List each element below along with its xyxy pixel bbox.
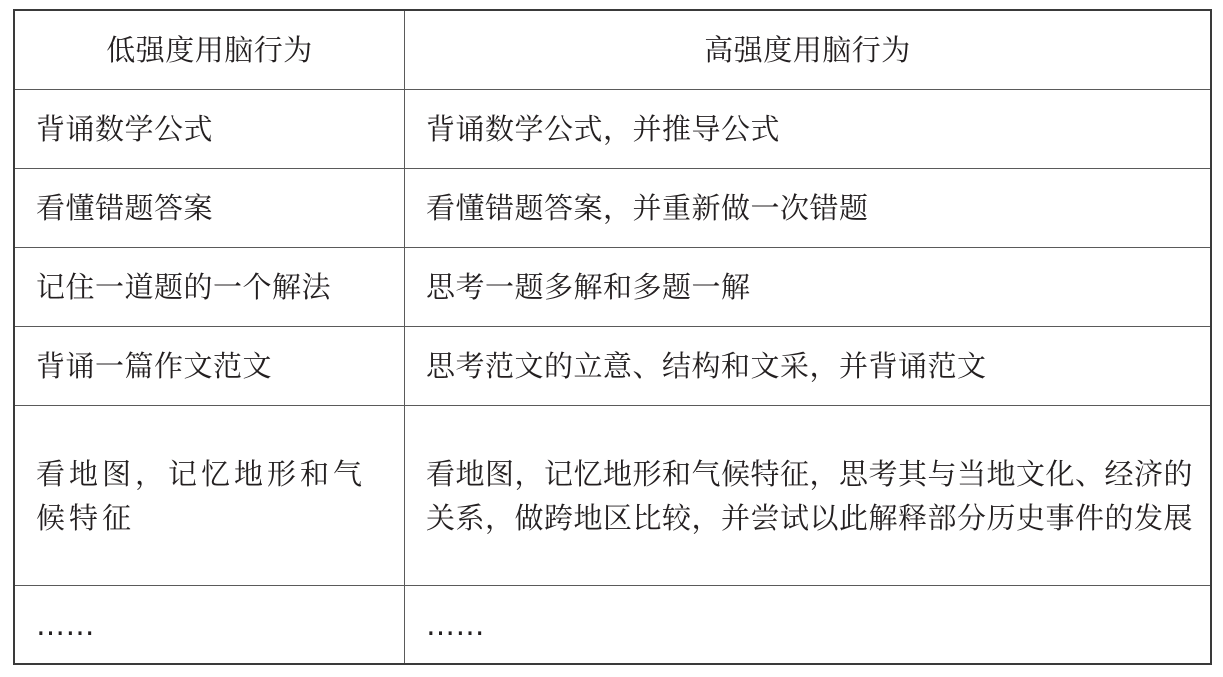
cell-low: 背诵数学公式 bbox=[15, 90, 405, 168]
table-row bbox=[15, 406, 1210, 586]
cell-low-ellipsis: …… bbox=[15, 586, 405, 663]
table-row bbox=[15, 90, 1210, 169]
cell-low: 看地图，记忆地形和气候特征 bbox=[15, 406, 405, 585]
table-header-row bbox=[15, 11, 1210, 90]
cell-high: 思考一题多解和多题一解 bbox=[426, 270, 751, 304]
table-row bbox=[15, 586, 1210, 663]
cell-high: 思考范文的立意、结构和文采，并背诵范文 bbox=[426, 349, 987, 383]
comparison-table bbox=[13, 9, 1212, 665]
cell-high: 看地图，记忆地形和气候特征，思考其与当地文化、经济的关系，做跨地区比较，并尝试以此解释部分历史事件的发展 bbox=[426, 456, 1194, 535]
table-row bbox=[15, 248, 1210, 327]
header-high-label: 高强度用脑行为 bbox=[704, 33, 911, 67]
table-row bbox=[15, 169, 1210, 248]
header-low-label: 低强度用脑行为 bbox=[106, 33, 313, 67]
header-low-intensity bbox=[15, 11, 405, 89]
cell-low: 背诵一篇作文范文 bbox=[15, 327, 405, 405]
table-row bbox=[15, 327, 1210, 406]
cell-low: 看懂错题答案 bbox=[15, 169, 405, 247]
header-high-intensity bbox=[405, 11, 1210, 89]
cell-high-ellipsis: …… bbox=[426, 607, 485, 642]
cell-low: 记住一道题的一个解法 bbox=[15, 248, 405, 326]
cell-high: 背诵数学公式，并推导公式 bbox=[426, 112, 781, 146]
cell-high: 看懂错题答案，并重新做一次错题 bbox=[426, 191, 869, 225]
